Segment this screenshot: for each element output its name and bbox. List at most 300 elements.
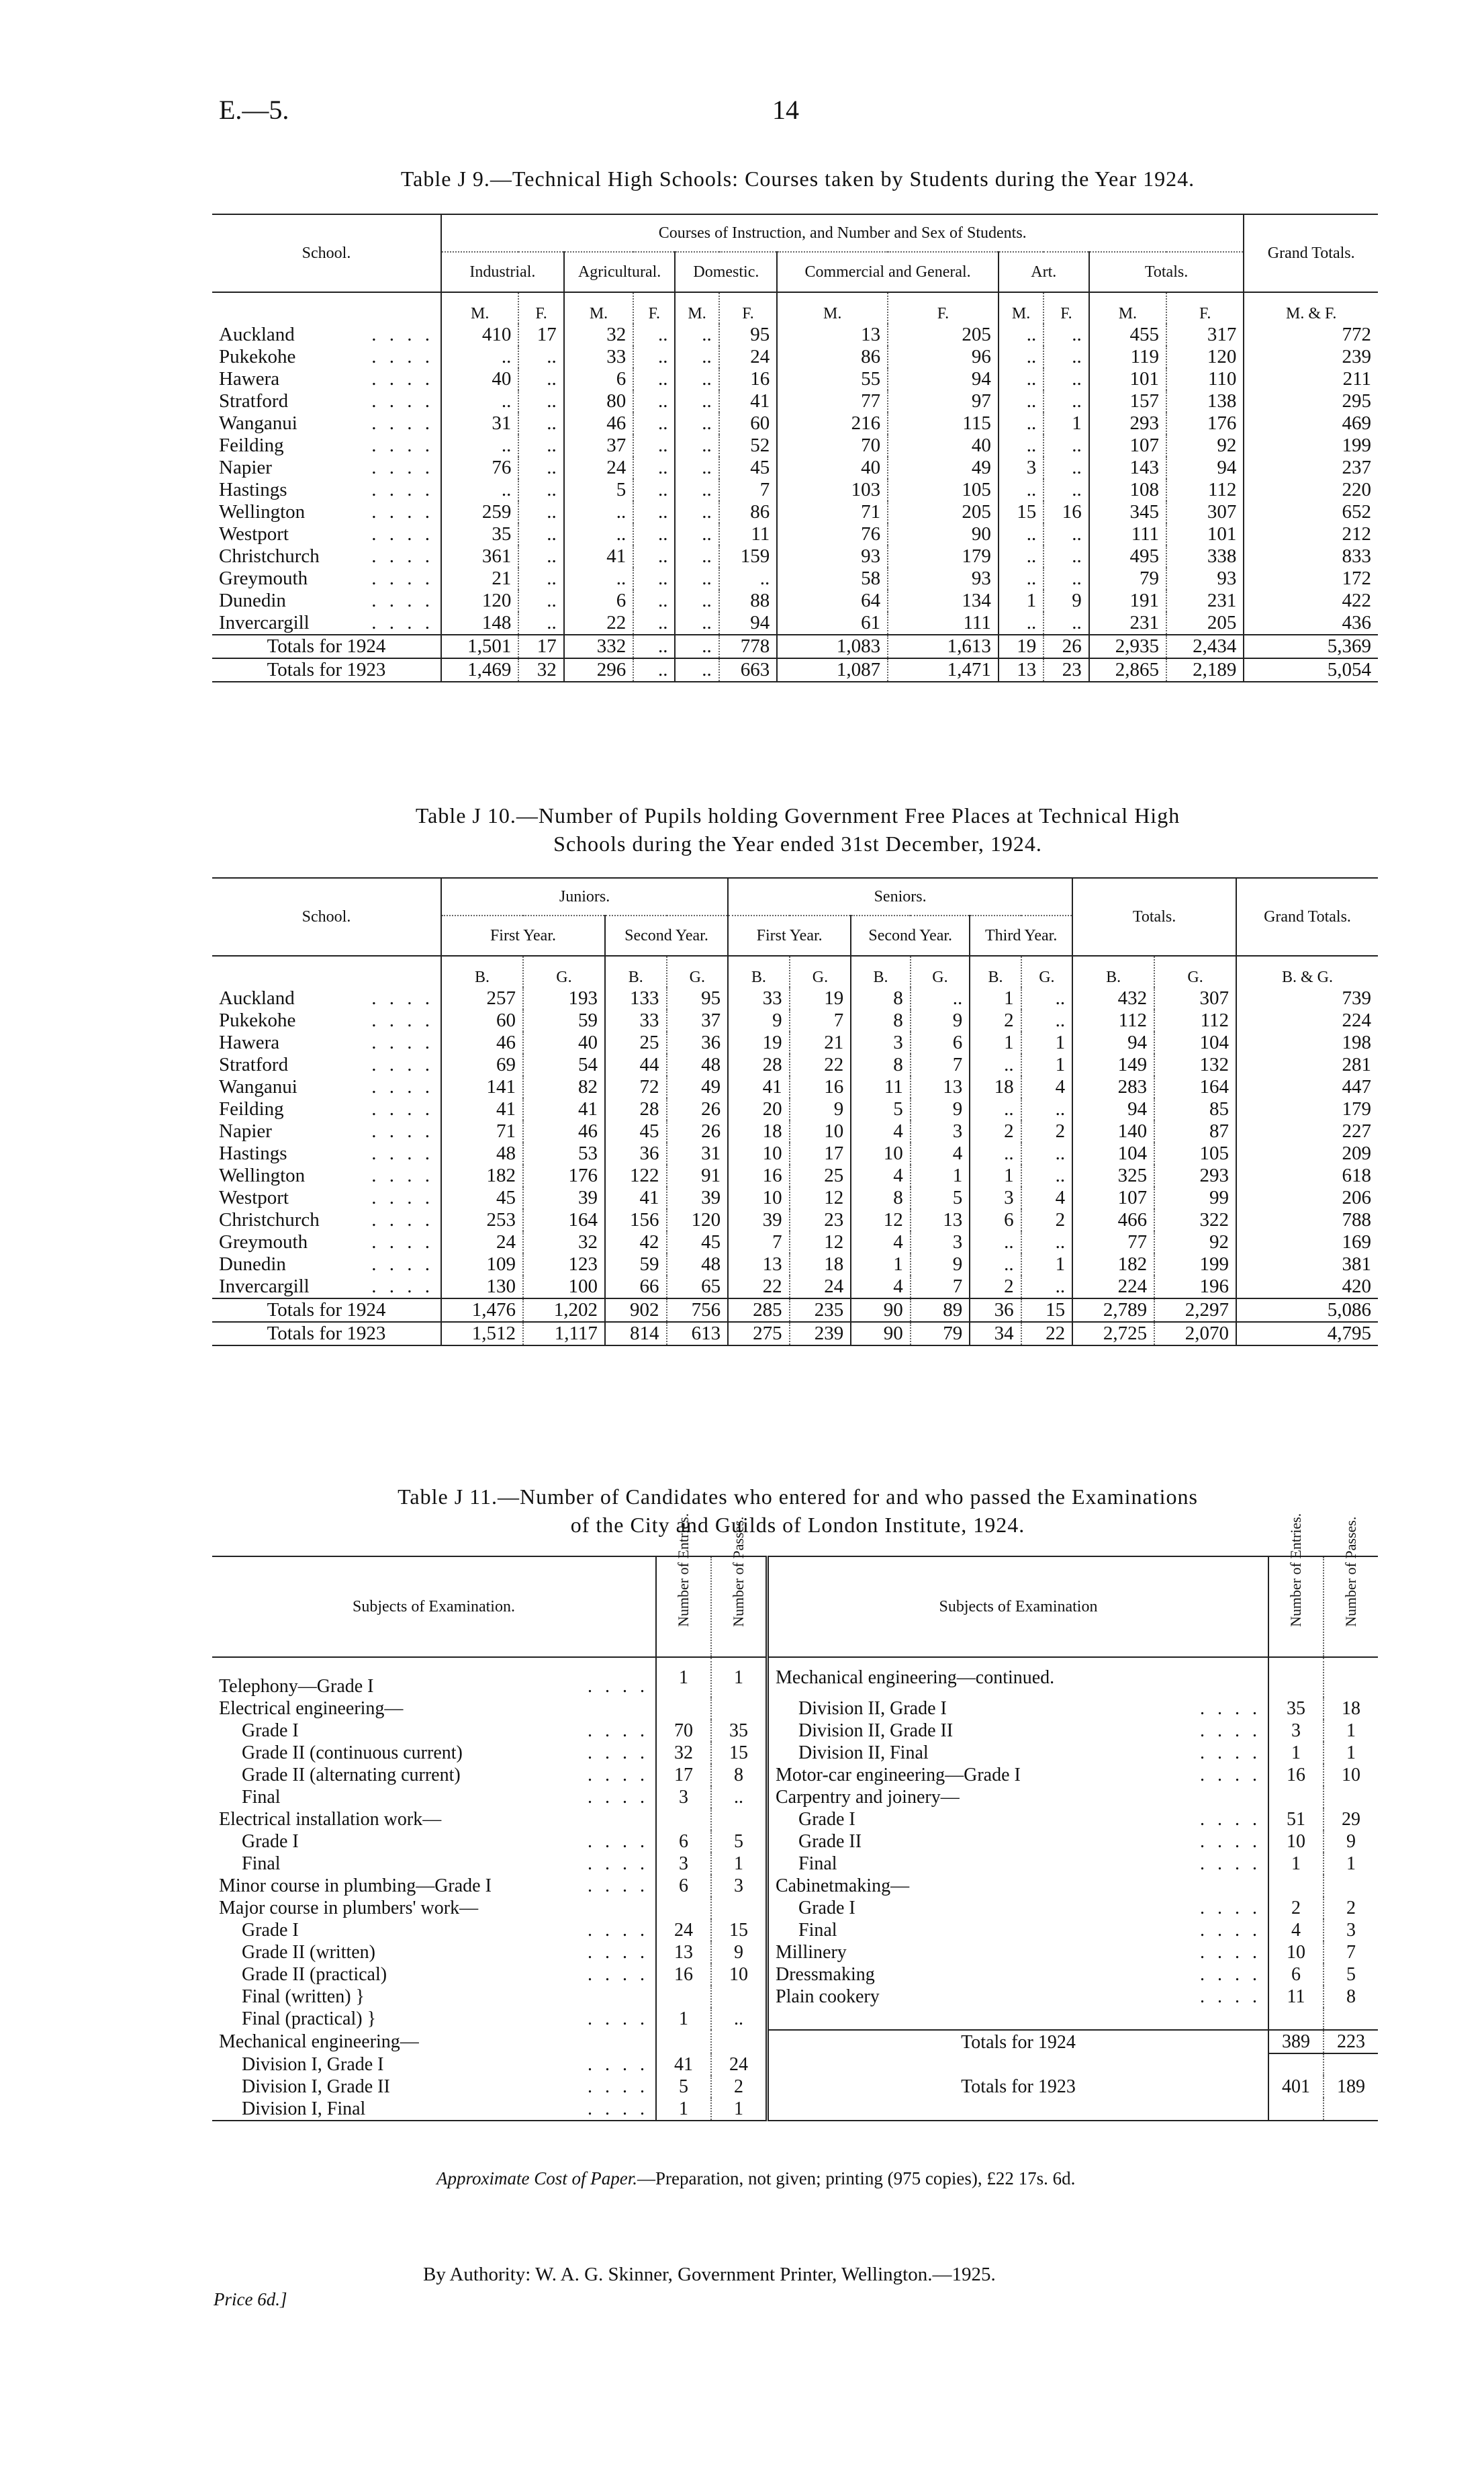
cell-value: 36	[605, 1143, 667, 1165]
cell-value: 4	[1021, 1076, 1072, 1098]
passes-value: 29	[1324, 1808, 1378, 1830]
cell-value: 41	[441, 1098, 523, 1120]
table-row	[212, 1742, 1378, 1764]
entries-value: 6	[656, 1830, 711, 1853]
entries-value: 11	[1268, 1986, 1324, 2008]
cell-value: 16	[719, 368, 778, 390]
cell-value: 80	[564, 390, 633, 412]
cell-value: 130	[441, 1276, 523, 1298]
subject-name: Grade I . . . .	[768, 1808, 1269, 1830]
blank-cell	[1268, 2008, 1324, 2030]
cell-value: 466	[1072, 1209, 1154, 1231]
cell-value: 205	[1166, 612, 1244, 635]
cell-value: 4	[1021, 1187, 1072, 1209]
passes-value	[711, 1986, 768, 2008]
table-j11-title-line2: of the City and Guilds of London Institute, 1924.	[570, 1513, 1025, 1537]
cell-value: 176	[523, 1165, 605, 1187]
cell-value: 420	[1236, 1276, 1378, 1298]
total-value: 36	[970, 1298, 1021, 1322]
cell-value: 12	[790, 1231, 851, 1253]
year-header: Third Year.	[970, 916, 1072, 956]
passes-value: 10	[1324, 1764, 1378, 1786]
table-row	[212, 1231, 1378, 1253]
cell-value: ..	[518, 545, 563, 568]
cost-text: —Preparation, not given; printing (975 copies), £22 17s. 6d.	[637, 2168, 1076, 2188]
sex-header: M.	[1089, 292, 1166, 324]
cell-value: 49	[667, 1076, 729, 1098]
cell-value: 257	[441, 987, 523, 1010]
cell-value: 92	[1154, 1231, 1236, 1253]
sex-header: M.	[999, 292, 1044, 324]
cell-value: 3	[851, 1032, 911, 1054]
cell-value: 59	[523, 1010, 605, 1032]
table-row	[212, 2030, 1378, 2053]
cell-value: 132	[1154, 1054, 1236, 1076]
cell-value: 46	[441, 1032, 523, 1054]
cell-value: ..	[633, 501, 675, 523]
subject-name: Final . . . .	[242, 1853, 649, 1874]
total-entries: 389	[1268, 2030, 1324, 2053]
cell-value: 2	[1021, 1120, 1072, 1143]
cell-value: 157	[1089, 390, 1166, 412]
cell-value: 18	[728, 1120, 790, 1143]
cell-value: 104	[1154, 1032, 1236, 1054]
cell-value: 1	[999, 590, 1044, 612]
total-value: 5,369	[1244, 635, 1378, 658]
leader-dots: . . . .	[1200, 1698, 1261, 1719]
cell-value: ..	[1044, 457, 1088, 479]
cell-value: 120	[667, 1209, 729, 1231]
cell-value: 281	[1236, 1054, 1378, 1076]
cell-value: ..	[999, 545, 1044, 568]
blank-cell	[1324, 2098, 1378, 2121]
leader-dots: . . . .	[371, 368, 434, 390]
sex-header: G.	[523, 956, 605, 987]
cell-value: 13	[728, 1253, 790, 1276]
cell-value: 111	[888, 612, 999, 635]
cell-value: ..	[1044, 545, 1088, 568]
cell-value: 48	[667, 1054, 729, 1076]
entries-value: 17	[656, 1764, 711, 1786]
cell-value: 85	[1154, 1098, 1236, 1120]
cell-value: 55	[777, 368, 888, 390]
school-name: Napier . . . .	[219, 1120, 434, 1142]
subject-name: Grade I . . . .	[768, 1897, 1269, 1919]
cell-value: 211	[1244, 368, 1378, 390]
passes-value: 18	[1324, 1697, 1378, 1720]
passes-value: 1	[711, 1853, 768, 1875]
cell-value: 16	[728, 1165, 790, 1187]
totals-label: Totals for 1923	[768, 2076, 1269, 2098]
school-name: Feilding . . . .	[219, 435, 434, 456]
passes-value: 1	[1324, 1720, 1378, 1742]
table-row	[212, 1697, 1378, 1720]
table-row	[212, 1875, 1378, 1897]
leader-dots: . . . .	[371, 1253, 434, 1275]
table-row	[212, 1786, 1378, 1808]
total-passes: 189	[1324, 2076, 1378, 2098]
cell-value: 92	[1166, 435, 1244, 457]
course-group-header: Commercial and General.	[777, 252, 999, 292]
passes-value	[1324, 1657, 1378, 1697]
cell-value: 9	[911, 1253, 970, 1276]
cell-value: 28	[728, 1054, 790, 1076]
totals-row	[212, 658, 1378, 682]
cell-value: 26	[667, 1098, 729, 1120]
cell-value: 64	[777, 590, 888, 612]
table-row	[212, 1897, 1378, 1919]
cell-value: ..	[675, 590, 718, 612]
cell-value: ..	[1044, 523, 1088, 545]
cell-value: 39	[728, 1209, 790, 1231]
cell-value: 7	[719, 479, 778, 501]
table-row	[212, 2053, 1378, 2076]
entries-value: 13	[656, 1941, 711, 1963]
total-value: 235	[790, 1298, 851, 1322]
leader-dots: . . . .	[588, 1765, 649, 1785]
table-row	[212, 1657, 1378, 1697]
entries-value: 1	[656, 2008, 711, 2030]
cell-value: ..	[1044, 479, 1088, 501]
leader-dots: . . . .	[371, 1187, 434, 1208]
cell-value: 31	[441, 412, 518, 435]
table-row	[212, 1143, 1378, 1165]
cell-value: 71	[777, 501, 888, 523]
school-name: Greymouth . . . .	[219, 568, 434, 589]
leader-dots: . . . .	[1200, 1742, 1261, 1763]
subject-name: Grade I . . . .	[242, 1920, 649, 1941]
leader-dots: . . . .	[588, 1964, 649, 1985]
cell-value: 25	[790, 1165, 851, 1187]
cell-value: ..	[518, 501, 563, 523]
cell-value: 90	[888, 523, 999, 545]
cell-value: ..	[999, 523, 1044, 545]
cell-value: 4	[851, 1276, 911, 1298]
cell-value: 652	[1244, 501, 1378, 523]
cell-value: 6	[911, 1032, 970, 1054]
total-value: 778	[719, 635, 778, 658]
cell-value: ..	[633, 612, 675, 635]
cell-value: 119	[1089, 346, 1166, 368]
cell-value: ..	[999, 346, 1044, 368]
subject-name: Grade II (continuous current) . . . .	[242, 1742, 649, 1763]
cell-value: ..	[675, 568, 718, 590]
cell-value: 40	[523, 1032, 605, 1054]
table-row	[212, 1963, 1378, 1986]
cell-value: 3	[911, 1120, 970, 1143]
cell-value: 1	[1021, 1054, 1072, 1076]
cell-value: ..	[999, 412, 1044, 435]
cell-value: 105	[1154, 1143, 1236, 1165]
total-value: 4,795	[1236, 1322, 1378, 1345]
total-value: 1,476	[441, 1298, 523, 1322]
leader-dots: . . . .	[371, 1032, 434, 1053]
school-header: School.	[302, 245, 351, 262]
cell-value: ..	[911, 987, 970, 1010]
cell-value: ..	[1021, 1098, 1072, 1120]
entries-value: 3	[1268, 1720, 1324, 1742]
subjects-header-left: Subjects of Examination.	[353, 1598, 515, 1615]
school-name: Stratford . . . .	[219, 390, 434, 412]
cell-value: 41	[719, 390, 778, 412]
cell-value: ..	[633, 324, 675, 346]
leader-dots: . . . .	[371, 1054, 434, 1075]
cell-value: ..	[1044, 346, 1088, 368]
entries-value: 1	[656, 2098, 711, 2121]
total-value: 332	[564, 635, 633, 658]
subject-name: Minor course in plumbing—Grade I . . . .	[219, 1875, 649, 1896]
cell-value: 4	[911, 1143, 970, 1165]
leader-dots: . . . .	[371, 568, 434, 589]
school-name: Dunedin . . . .	[219, 1253, 434, 1275]
table-row	[212, 1830, 1378, 1853]
cell-value: 15	[999, 501, 1044, 523]
cell-value: 16	[1044, 501, 1088, 523]
total-value: 90	[851, 1298, 911, 1322]
subject-name: Division I, Grade II . . . .	[242, 2076, 649, 2097]
leader-dots: . . . .	[588, 1920, 649, 1941]
cell-value: 115	[888, 412, 999, 435]
cell-value: 469	[1244, 412, 1378, 435]
blank-cell	[768, 2098, 1269, 2121]
cell-value: 77	[777, 390, 888, 412]
total-value: 1,512	[441, 1322, 523, 1345]
cell-value: 361	[441, 545, 518, 568]
cell-value: 93	[1166, 568, 1244, 590]
cell-value: 21	[790, 1032, 851, 1054]
cell-value: 4	[851, 1165, 911, 1187]
passes-value: 3	[711, 1875, 768, 1897]
cell-value: 40	[888, 435, 999, 457]
grand-totals-header: Grand Totals.	[1236, 878, 1378, 956]
cell-value: ..	[675, 523, 718, 545]
cell-value: 66	[605, 1276, 667, 1298]
leader-dots: . . . .	[588, 1942, 649, 1963]
cell-value: 2	[1021, 1209, 1072, 1231]
cell-value: 22	[728, 1276, 790, 1298]
passes-value: 1	[1324, 1853, 1378, 1875]
subject-name: Grade I . . . .	[242, 1831, 649, 1852]
total-value: 1,202	[523, 1298, 605, 1322]
cell-value: 93	[777, 545, 888, 568]
cell-value: 71	[441, 1120, 523, 1143]
cell-value: 107	[1072, 1187, 1154, 1209]
cell-value: 70	[777, 435, 888, 457]
cell-value: 39	[667, 1187, 729, 1209]
passes-value	[711, 1697, 768, 1720]
cell-value: 317	[1166, 324, 1244, 346]
cell-value: 94	[719, 612, 778, 635]
blank-cell	[768, 2008, 1269, 2030]
cell-value: 176	[1166, 412, 1244, 435]
cell-value: 10	[728, 1187, 790, 1209]
cell-value: 237	[1244, 457, 1378, 479]
cell-value: 179	[888, 545, 999, 568]
table-j10-title-line1: Table J 10.—Number of Pupils holding Government Free Places at Technical High	[415, 803, 1180, 828]
cell-value: 199	[1244, 435, 1378, 457]
subject-name: Final . . . .	[768, 1853, 1269, 1875]
cell-value: 1	[1044, 412, 1088, 435]
entries-value: 35	[1268, 1697, 1324, 1720]
cell-value: 40	[441, 368, 518, 390]
table-row	[212, 545, 1378, 568]
cell-value: 133	[605, 987, 667, 1010]
cell-value: 22	[564, 612, 633, 635]
cell-value: ..	[564, 501, 633, 523]
cell-value: 53	[523, 1143, 605, 1165]
juniors-header: Juniors.	[441, 878, 728, 916]
leader-dots: . . . .	[371, 457, 434, 478]
entries-value: 1	[656, 1657, 711, 1697]
total-value: 2,434	[1166, 635, 1244, 658]
passes-value: 35	[711, 1720, 768, 1742]
cell-value: 1	[970, 1032, 1021, 1054]
cell-value: 32	[564, 324, 633, 346]
cell-value: ..	[1044, 368, 1088, 390]
cell-value: 3	[999, 457, 1044, 479]
cell-value: 123	[523, 1253, 605, 1276]
leader-dots: . . . .	[588, 1720, 649, 1741]
subject-name: Division II, Grade II . . . .	[768, 1720, 1269, 1742]
cell-value: 164	[1154, 1076, 1236, 1098]
total-value: 90	[851, 1322, 911, 1345]
cell-value: 97	[888, 390, 999, 412]
cell-value: 120	[1166, 346, 1244, 368]
table-row	[212, 501, 1378, 523]
cell-value: 46	[523, 1120, 605, 1143]
leader-dots: . . . .	[588, 1742, 649, 1763]
cell-value: ..	[999, 568, 1044, 590]
cell-value: 12	[851, 1209, 911, 1231]
subject-name: Mechanical engineering—continued.	[768, 1657, 1269, 1697]
leader-dots: . . . .	[1200, 1720, 1261, 1741]
cell-value: 23	[790, 1209, 851, 1231]
cell-value: 772	[1244, 324, 1378, 346]
sex-header: B.	[851, 956, 911, 987]
table-row	[212, 2098, 1378, 2121]
school-name: Wellington . . . .	[219, 501, 434, 523]
cell-value: 104	[1072, 1143, 1154, 1165]
passes-value: 24	[711, 2053, 768, 2076]
cell-value: 345	[1089, 501, 1166, 523]
year-header: First Year.	[441, 916, 605, 956]
cell-value: ..	[564, 523, 633, 545]
course-group-header: Art.	[999, 252, 1089, 292]
cell-value: 293	[1154, 1165, 1236, 1187]
cell-value: ..	[1044, 612, 1088, 635]
subject-name: Telephony—Grade I . . . .	[219, 1676, 649, 1697]
cell-value: ..	[441, 435, 518, 457]
cell-value: 134	[888, 590, 999, 612]
school-name: Auckland . . . .	[219, 987, 434, 1009]
cell-value: 54	[523, 1054, 605, 1076]
cell-value: 41	[605, 1187, 667, 1209]
cell-value: 45	[605, 1120, 667, 1143]
entries-value: 1	[1268, 1853, 1324, 1875]
total-value: 2,935	[1089, 635, 1166, 658]
cell-value: 495	[1089, 545, 1166, 568]
cost-label: Approximate Cost of Paper.	[436, 2168, 637, 2188]
cell-value: 24	[790, 1276, 851, 1298]
cell-value: ..	[999, 479, 1044, 501]
sex-header: B.	[605, 956, 667, 987]
school-name: Dunedin . . . .	[219, 590, 434, 611]
school-name: Christchurch . . . .	[219, 1209, 434, 1231]
cell-value: 283	[1072, 1076, 1154, 1098]
subject-name: Final (written) }	[242, 1986, 365, 2007]
cell-value: ..	[999, 324, 1044, 346]
cell-value: 17	[790, 1143, 851, 1165]
school-name: Wanganui . . . .	[219, 412, 434, 434]
cell-value: 206	[1236, 1187, 1378, 1209]
cell-value: 3	[911, 1231, 970, 1253]
total-value: 1,083	[777, 635, 888, 658]
passes-value: 9	[1324, 1830, 1378, 1853]
school-header: School.	[302, 908, 351, 926]
subject-name: Division II, Final . . . .	[768, 1742, 1269, 1764]
subject-name: Final (practical) } . . . .	[242, 2008, 649, 2029]
passes-header-right: Number of Passes.	[1342, 1516, 1359, 1627]
cell-value: 1	[851, 1253, 911, 1276]
cell-value: 120	[441, 590, 518, 612]
table-j10	[212, 877, 1378, 1346]
total-value: 19	[999, 635, 1044, 658]
leader-dots: . . . .	[371, 346, 434, 367]
total-value: 32	[518, 658, 563, 682]
school-name: Wellington . . . .	[219, 1165, 434, 1186]
passes-header-left: Number of Passes.	[730, 1516, 747, 1627]
cell-value: ..	[675, 368, 718, 390]
passes-value: 10	[711, 1963, 768, 1986]
year-header: Second Year.	[851, 916, 970, 956]
entries-value	[1268, 1875, 1324, 1897]
entries-value: 4	[1268, 1919, 1324, 1941]
cell-value: 100	[523, 1276, 605, 1298]
cell-value: 39	[523, 1187, 605, 1209]
cell-value: ..	[1044, 435, 1088, 457]
sex-header: G.	[911, 956, 970, 987]
passes-value: 7	[1324, 1941, 1378, 1963]
cell-value: 199	[1154, 1253, 1236, 1276]
entries-value	[656, 1697, 711, 1720]
subject-name: Grade II (written) . . . .	[242, 1942, 649, 1963]
table-row	[212, 1032, 1378, 1054]
cell-value: 22	[790, 1054, 851, 1076]
cell-value: 45	[441, 1187, 523, 1209]
cell-value: 8	[851, 987, 911, 1010]
cell-value: 216	[777, 412, 888, 435]
cell-value: ..	[1044, 568, 1088, 590]
courses-header: Courses of Instruction, and Number and Sex of Students.	[441, 214, 1244, 252]
cell-value: 209	[1236, 1143, 1378, 1165]
subject-name: Division I, Grade I . . . .	[242, 2054, 649, 2075]
cell-value: 7	[790, 1010, 851, 1032]
total-value: 34	[970, 1322, 1021, 1345]
total-value: 756	[667, 1298, 729, 1322]
cell-value: 13	[911, 1076, 970, 1098]
totals-label: Totals for 1924	[267, 1299, 386, 1321]
year-header: First Year.	[728, 916, 851, 956]
table-row	[212, 390, 1378, 412]
total-value: 2,725	[1072, 1322, 1154, 1345]
cell-value: ..	[518, 412, 563, 435]
passes-value	[711, 1897, 768, 1919]
cell-value: ..	[1021, 1276, 1072, 1298]
cell-value: ..	[1021, 1165, 1072, 1187]
table-row	[212, 1808, 1378, 1830]
cell-value: ..	[970, 1231, 1021, 1253]
school-name: Hawera . . . .	[219, 1032, 434, 1053]
